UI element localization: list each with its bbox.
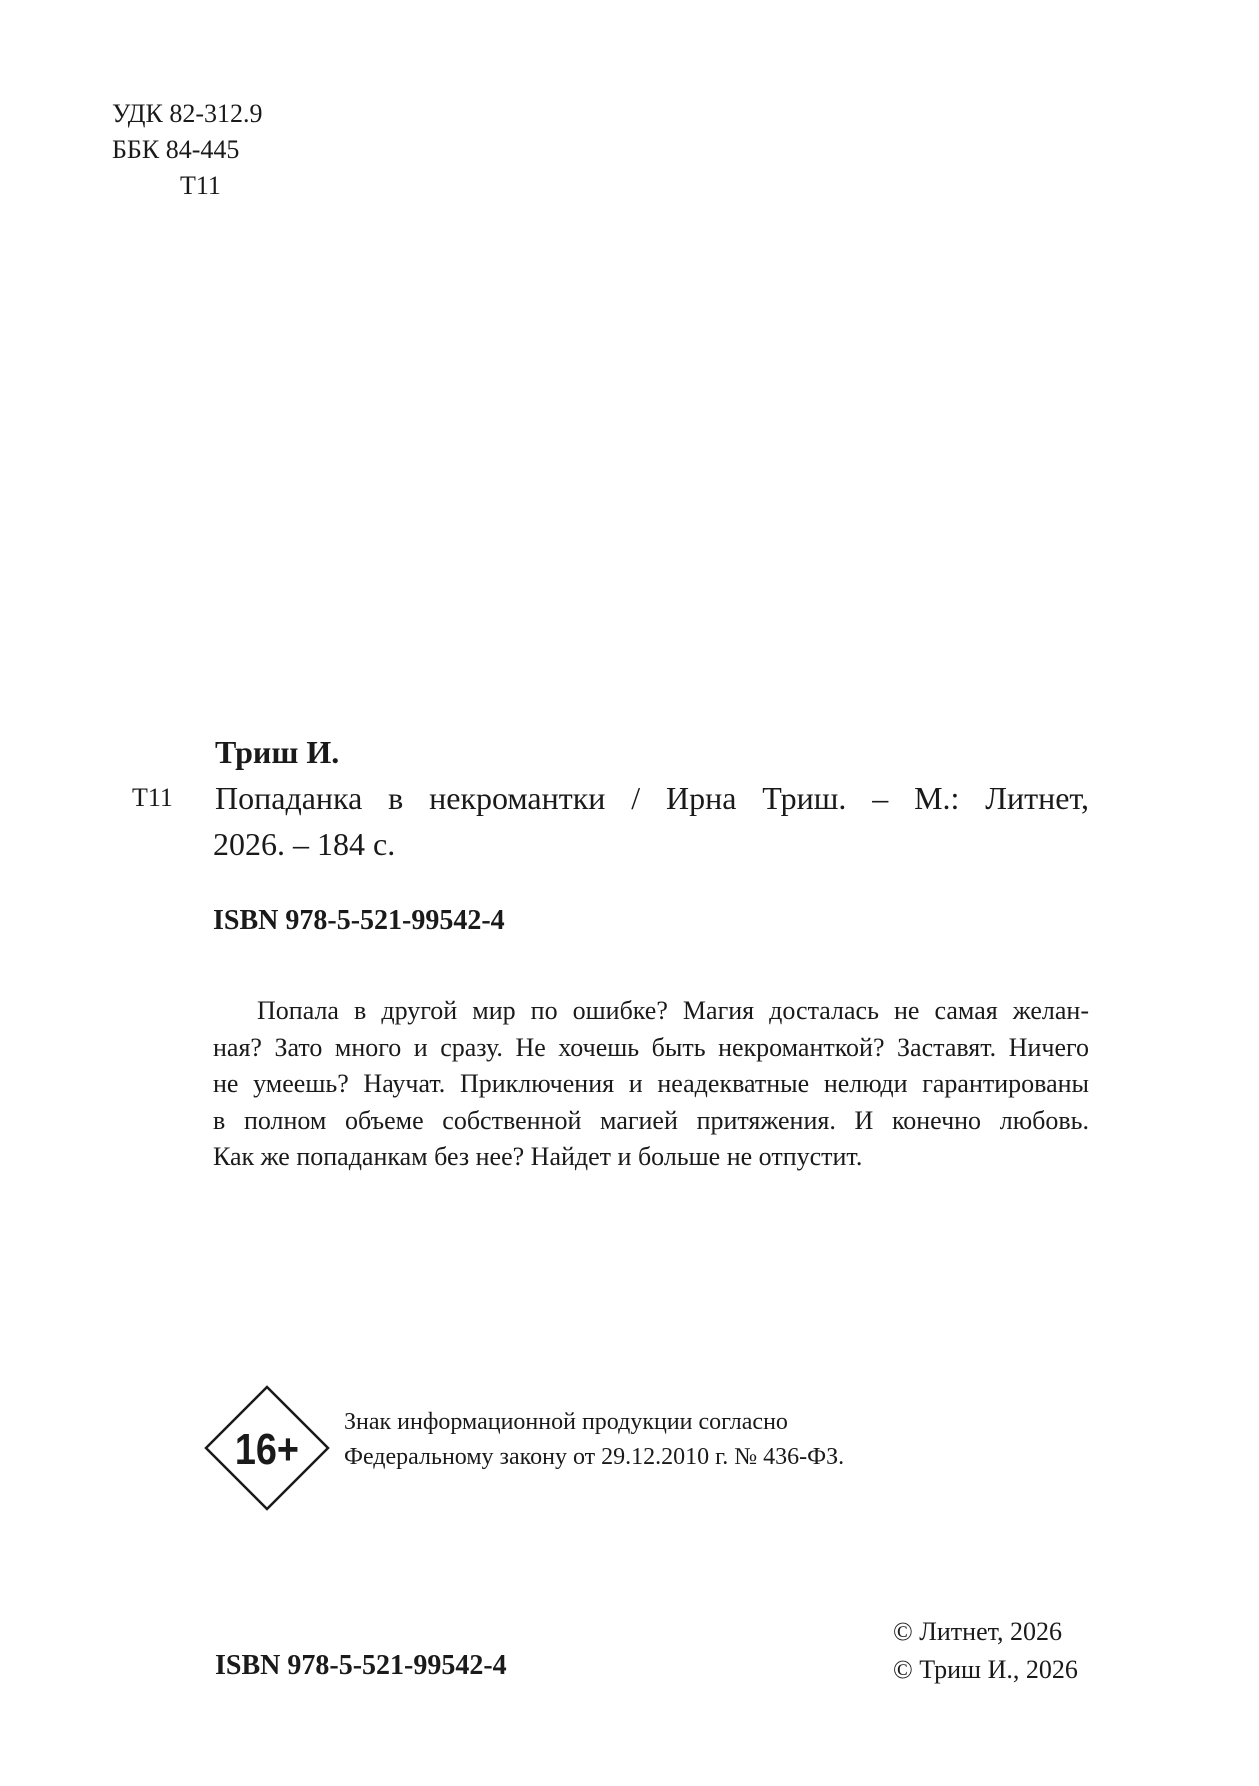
annotation-line: в полном объеме собственной магией притяжения. И конечно любовь. [213, 1105, 1089, 1135]
age-rating-badge [204, 1385, 330, 1511]
author-code: Т11 [180, 171, 221, 200]
classification-codes [112, 96, 263, 204]
isbn-main: ISBN 978-5-521-99542-4 [213, 905, 505, 936]
bibliographic-title-line-1: Попаданка в некромантки / Ирна Триш. – М.: Литнет, [215, 780, 1089, 816]
annotation-line: ная? Зато много и сразу. Не хочешь быть некроманткой? Заставят. Ничего [213, 1032, 1089, 1062]
age-rating-note-line-2: Федеральному закону от 29.12.2010 г. № 436-ФЗ. [344, 1444, 845, 1470]
age-rating-text: 16+ [234, 1424, 300, 1474]
udk-code: УДК 82-312.9 [112, 99, 263, 128]
isbn-footer: ISBN 978-5-521-99542-4 [215, 1650, 507, 1681]
copyright-publisher: © Литнет, 2026 [893, 1617, 1063, 1646]
age-rating-note [344, 1405, 844, 1475]
author-index: Т11 [132, 783, 173, 812]
copyright-author: © Триш И., 2026 [893, 1655, 1078, 1684]
annotation-line: не умеешь? Научат. Приключения и неадекватные нелюди гарантированы [213, 1069, 1089, 1098]
bibliographic-title-line-2: 2026. – 184 с. [213, 826, 396, 862]
annotation [213, 993, 1089, 1176]
annotation-line: Попала в другой мир по ошибке? Магия досталась не самая желан- [257, 996, 1089, 1025]
age-rating-note-line-1: Знак информационной продукции согласно [344, 1409, 788, 1435]
bbk-code: ББК 84-445 [112, 135, 240, 164]
author-name: Триш И. [215, 734, 340, 770]
copyright-block [893, 1613, 1078, 1689]
annotation-line: Как же попаданкам без нее? Найдет и больше не отпустит. [213, 1142, 863, 1171]
